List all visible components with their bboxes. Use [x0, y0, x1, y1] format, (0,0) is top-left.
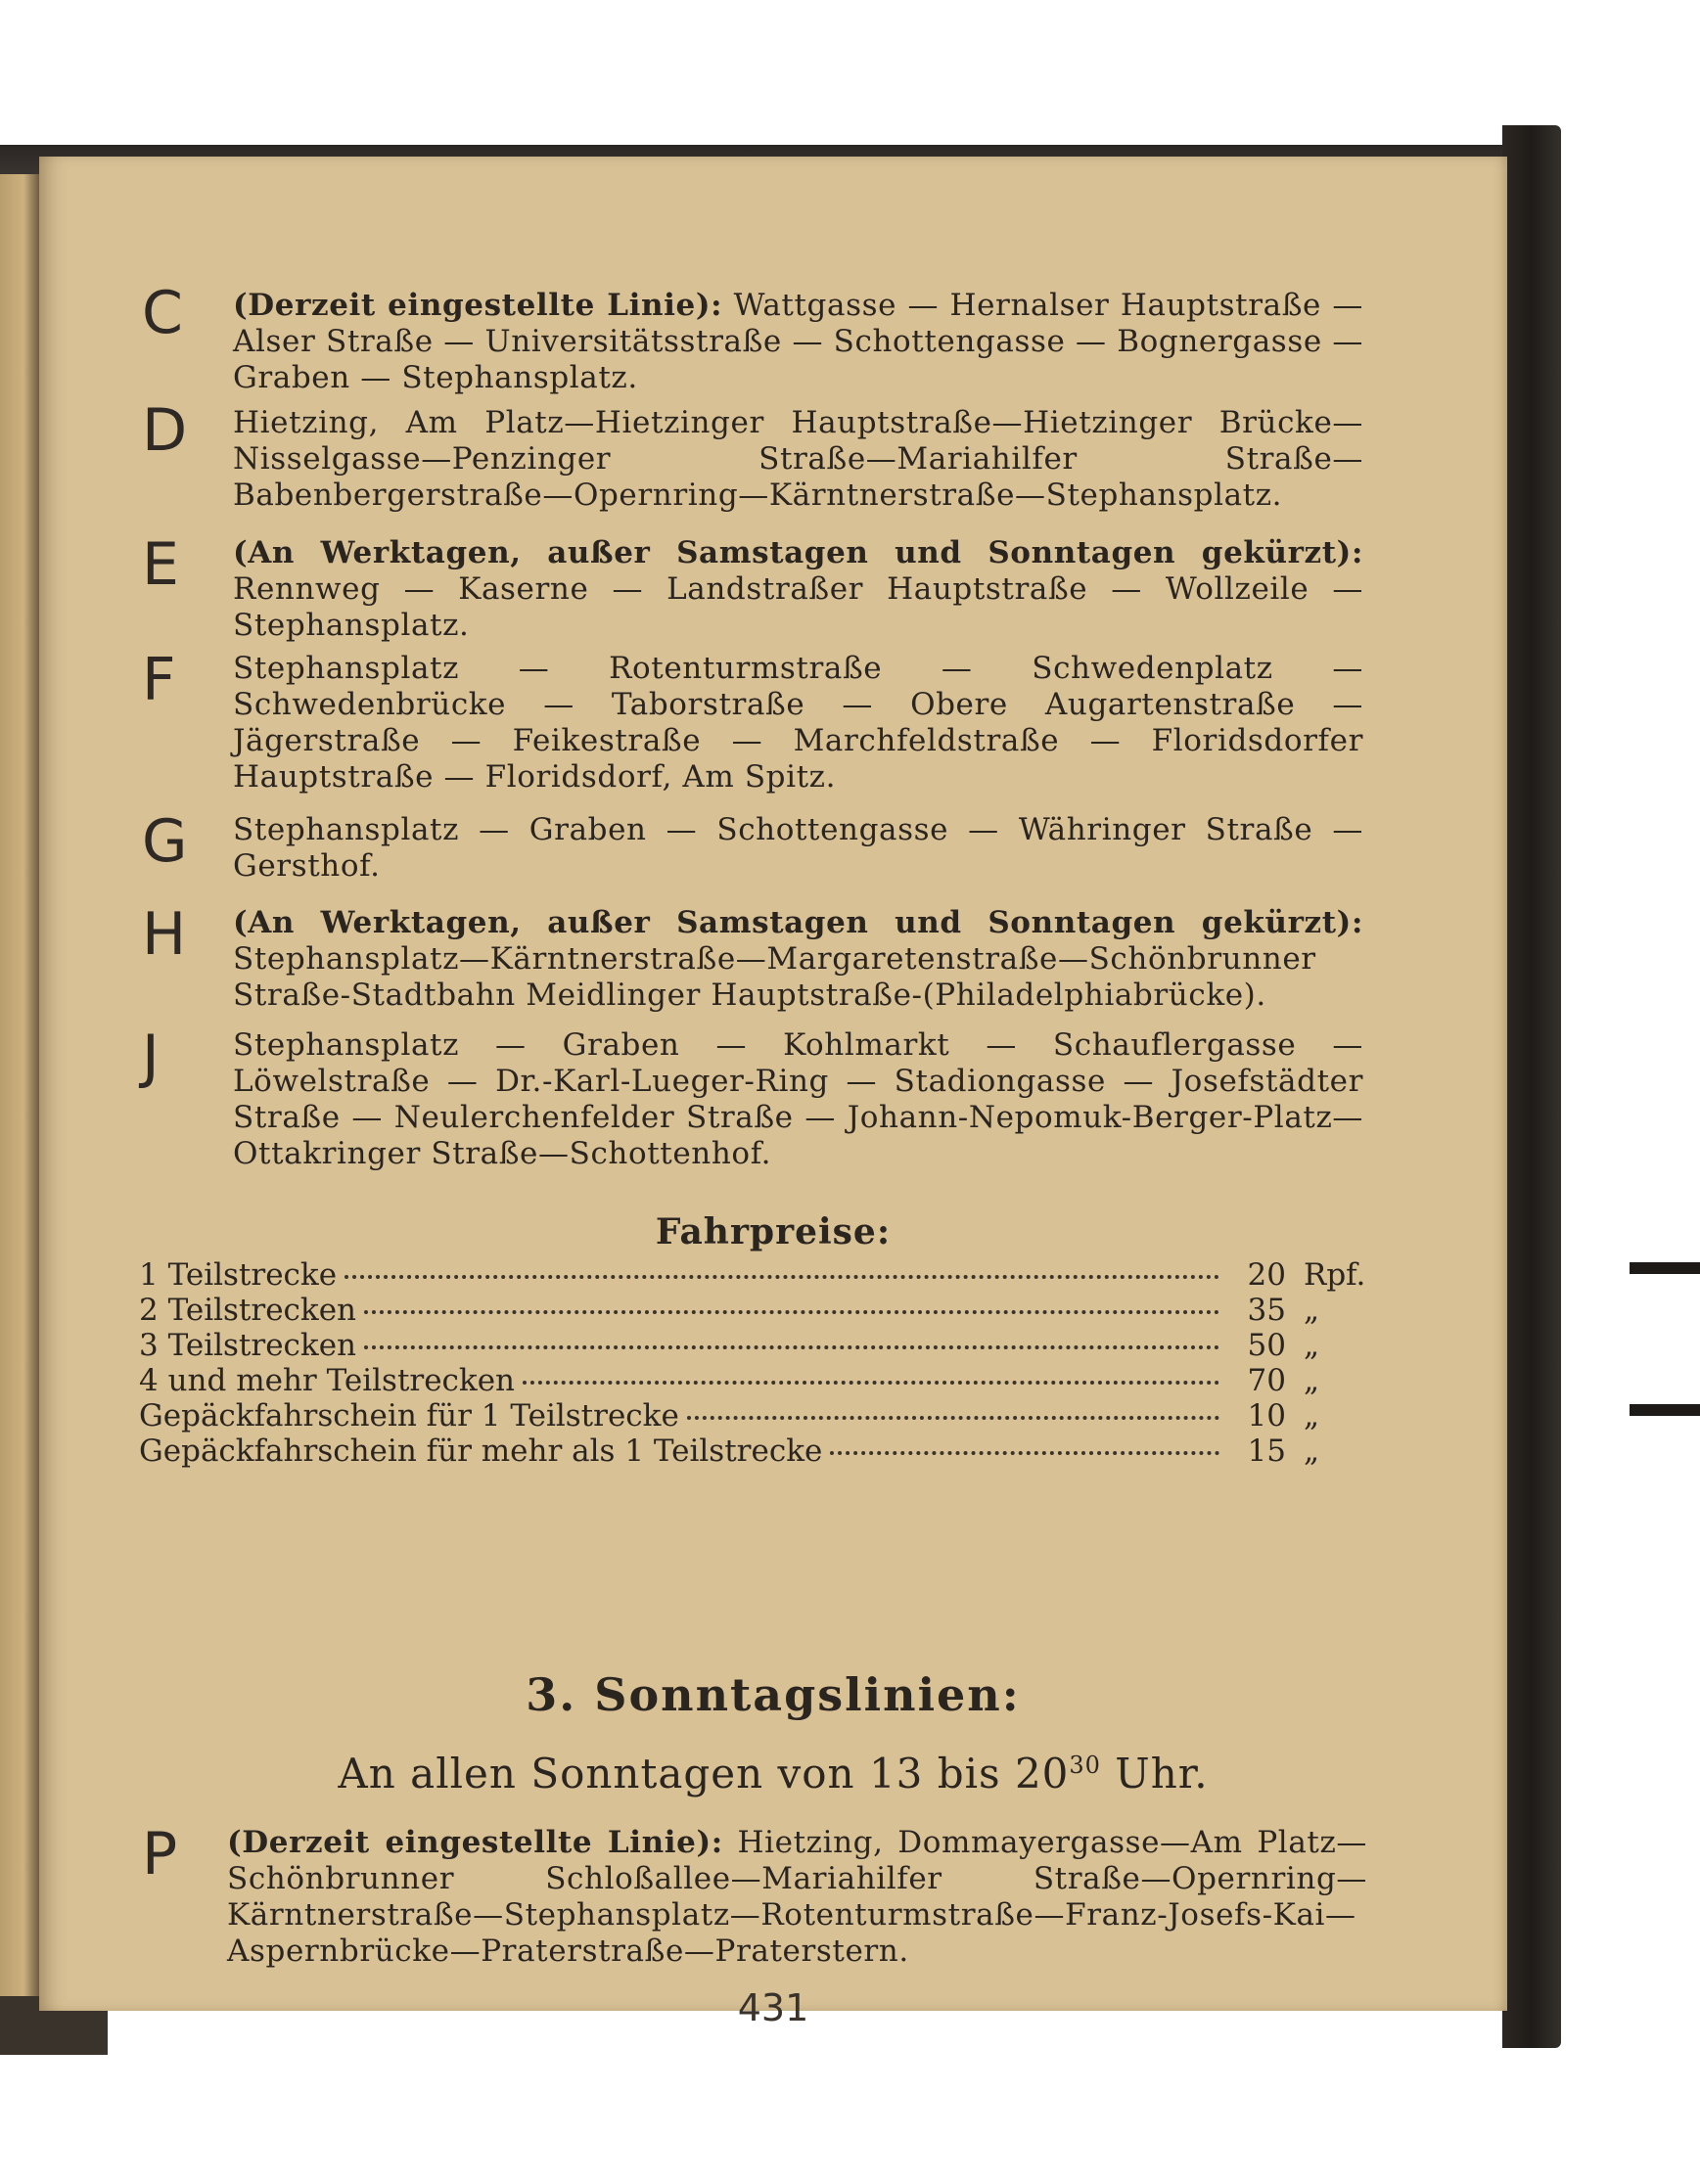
route-stops: Stephansplatz — Rotenturmstraße — Schwedenplatz — Schwedenbrücke — Taborstraße — Obere Augartenstraße — Jägerstraße — Feikestraße — Marchfeldstraße — Floridsdorfer Hauptstraße — Floridsdorf, Am Spitz. — [233, 651, 1363, 795]
subtitle-minutes: 30 — [1069, 1752, 1101, 1779]
subtitle-end: Uhr. — [1100, 1750, 1209, 1797]
route-letter: P — [142, 1820, 178, 1888]
fare-label: 3 Teilstrecken — [139, 1328, 357, 1363]
fare-row — [139, 1328, 1372, 1363]
route-stops: Stephansplatz — Graben — Schottengasse — Währinger Straße — Gersthof. — [233, 812, 1363, 884]
route-letter: C — [142, 279, 183, 347]
route-letter: D — [142, 396, 188, 465]
cover-mark — [1630, 1262, 1700, 1274]
fare-unit: „ — [1304, 1398, 1320, 1433]
book-cover-edge — [1502, 125, 1561, 2048]
leader-dots — [364, 1345, 1219, 1349]
route-letter: H — [142, 900, 187, 969]
route-description — [233, 1027, 1363, 1172]
page-number: 431 — [737, 1986, 809, 2029]
fare-unit: „ — [1304, 1363, 1320, 1398]
leader-dots — [345, 1275, 1219, 1279]
route-letter: E — [142, 530, 179, 599]
route-note: (Derzeit eingestellte Linie): — [233, 288, 723, 323]
page-content — [39, 157, 1507, 2029]
route-description — [233, 651, 1363, 796]
fares-title: Fahrpreise: — [655, 1211, 892, 1252]
cover-mark — [1630, 1404, 1700, 1416]
route-stops: Hietzing, Dommayergasse—Am Platz—Schönbrunner Schloßallee—Mariahilfer Straße—Opernring—Kärntnerstraße—Stephansplatz—Rotenturmstraße—Franz-Josefs-Kai—Aspernbrücke—Praterstraße—Praterstern. — [227, 1825, 1367, 1969]
leader-dots — [364, 1310, 1219, 1314]
sunday-lines-title: 3. Sonntagslinien: — [526, 1668, 1021, 1721]
route-description — [233, 288, 1363, 396]
route-description — [233, 405, 1363, 514]
route-stops: Rennweg — Kaserne — Landstraßer Hauptstraße — Wollzeile — Stephansplatz. — [233, 571, 1363, 643]
route-note: (Derzeit eingestellte Linie): — [227, 1825, 723, 1860]
fare-row — [139, 1257, 1372, 1293]
fare-label: Gepäckfahrschein für 1 Teilstrecke — [139, 1398, 679, 1433]
route-stops: Stephansplatz—Kärntnerstraße—Margaretenstraße—Schönbrunner Straße-Stadtbahn Meidlinger Hauptstraße-(Philadelphiabrücke). — [233, 941, 1316, 1013]
route-stops: Wattgasse — Hernalser Hauptstraße — Alser Straße — Universitätsstraße — Schottengasse — Bognergasse — Graben — Stephansplatz. — [233, 288, 1363, 395]
fare-price: 35 — [1247, 1293, 1286, 1328]
fare-row — [139, 1363, 1372, 1398]
fare-unit: „ — [1304, 1293, 1320, 1328]
fare-price: 10 — [1247, 1398, 1286, 1433]
route-description — [233, 905, 1363, 1014]
book-page — [39, 157, 1507, 2029]
fare-label: 4 und mehr Teilstrecken — [139, 1363, 516, 1398]
fare-unit: „ — [1304, 1433, 1320, 1469]
leader-dots — [523, 1381, 1219, 1385]
fare-unit: Rpf. — [1304, 1257, 1366, 1293]
fare-price: 70 — [1247, 1363, 1286, 1398]
route-note: (An Werktagen, außer Samstagen und Sonntagen gekürzt): — [233, 905, 1363, 940]
route-stops: Stephansplatz — Graben — Kohlmarkt — Schauflergasse — Löwelstraße — Dr.-Karl-Lueger-Ring — Stadiongasse — Josefstädter Straße — Neulerchenfelder Straße — Johann-Nepomuk-Berger-Platz—Ottakringer Straße—Schottenhof. — [233, 1027, 1363, 1171]
fare-label: 2 Teilstrecken — [139, 1293, 357, 1328]
fare-price: 15 — [1247, 1433, 1286, 1469]
route-description — [227, 1825, 1367, 1970]
subtitle-text: An allen Sonntagen von 13 bis 20 — [338, 1750, 1070, 1797]
fare-label: 1 Teilstrecke — [139, 1257, 338, 1293]
route-letter: G — [142, 807, 188, 876]
fare-price: 20 — [1247, 1257, 1286, 1293]
fare-unit: „ — [1304, 1328, 1320, 1363]
left-page-edge — [0, 166, 39, 2006]
route-description — [233, 812, 1363, 885]
leader-dots — [687, 1416, 1219, 1420]
leader-dots — [830, 1451, 1219, 1455]
sunday-lines-subtitle — [39, 1750, 1507, 1797]
route-letter: J — [142, 1023, 160, 1091]
fare-row — [139, 1433, 1372, 1469]
route-stops: Hietzing, Am Platz—Hietzinger Hauptstraße—Hietzinger Brücke—Nisselgasse—Penzinger Straße—Mariahilfer Straße—Babenbergerstraße—Opernring—Kärntnerstraße—Stephansplatz. — [233, 405, 1363, 513]
fare-price: 50 — [1247, 1328, 1286, 1363]
route-letter: F — [142, 646, 176, 714]
fare-label: Gepäckfahrschein für mehr als 1 Teilstrecke — [139, 1433, 823, 1469]
route-description — [233, 535, 1363, 644]
fare-row — [139, 1398, 1372, 1433]
fare-row — [139, 1293, 1372, 1328]
route-note: (An Werktagen, außer Samstagen und Sonntagen gekürzt): — [233, 535, 1363, 570]
fares-table — [139, 1257, 1372, 1469]
